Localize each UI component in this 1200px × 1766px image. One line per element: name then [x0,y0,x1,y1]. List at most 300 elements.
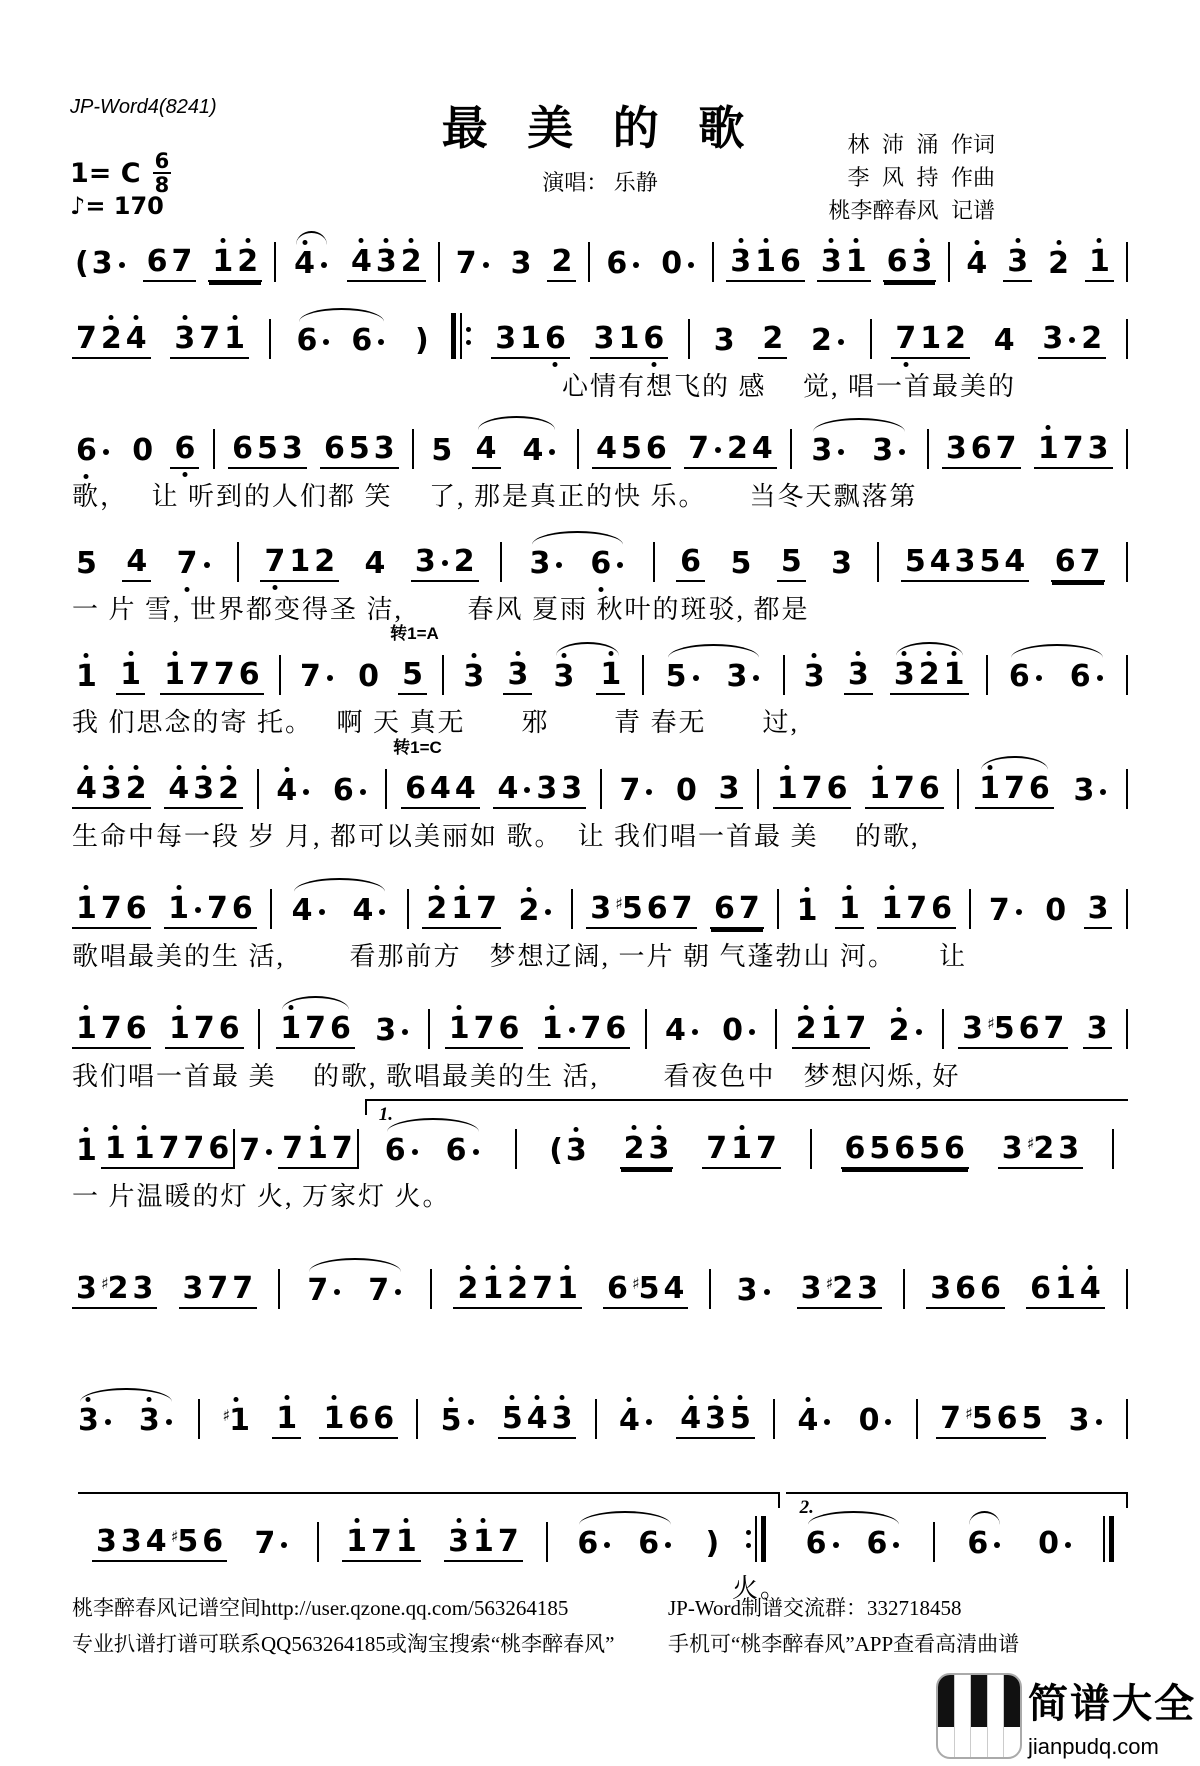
note: 3 [510,246,532,281]
note-group [170,433,199,469]
volta-bracket [365,1099,1128,1169]
note: ♯2 [825,1271,854,1306]
dotted-note-dot [327,675,333,681]
note: 2 [518,893,540,928]
note: 3 [1001,1131,1023,1166]
barline [430,1269,432,1309]
note: 2 [945,321,966,356]
note-group [1034,433,1113,469]
note: 2 [1048,246,1070,281]
note-group [573,1528,616,1562]
dotted-note-dot [1069,337,1075,343]
note: 6 [680,544,702,579]
dotted-note-dot [994,1542,1000,1548]
barline [1126,429,1128,469]
note: 4 [993,323,1015,358]
dotted-note-dot [321,262,327,268]
note: 7 [300,659,321,694]
note: 4 [351,244,372,279]
sharp-icon: ♯ [100,1274,109,1293]
note-group [936,1403,1046,1439]
note-group [116,659,145,695]
note-group [634,1528,677,1562]
dotted-note-dot [103,449,109,455]
note-group [272,775,315,809]
note-group [160,659,264,695]
note: 6 [544,321,566,356]
slur [961,1528,1008,1562]
note: 4 [522,433,544,468]
note-group [901,546,1029,582]
barline [577,429,579,469]
note: 1 [541,1011,563,1046]
note-group [364,1275,407,1309]
note-group [235,1135,278,1169]
note-group [942,433,1021,469]
note: 7 [232,1271,254,1306]
paren: ( [549,1133,563,1168]
note: ♯2 [100,1271,129,1306]
dotted-note-dot [281,1542,287,1548]
note: 2 [314,544,336,579]
note: 6 [1008,659,1030,694]
footer-qq-group: JP-Word制谱交流群：332718458 [668,1596,962,1620]
note: 1 [164,657,185,692]
note-group [715,773,744,809]
note: 4 [526,1401,548,1436]
dotted-note-dot [323,339,329,345]
note: 7 [476,891,497,926]
note-group [710,325,739,359]
barline [903,1269,905,1309]
dotted-note-dot [753,675,759,681]
slur [274,1013,357,1049]
note: 7 [845,1011,867,1046]
note: 5 [620,431,642,466]
note: 7 [940,1401,961,1436]
note-group [296,661,339,695]
note: 7 [738,891,760,926]
note: 3 [495,321,517,356]
note: 6 [76,433,97,468]
note: 1 [276,1401,298,1436]
note-group [371,1015,414,1049]
note-group [491,323,570,359]
note-group [1034,1528,1077,1562]
notation-line [72,979,1128,1049]
note-group [319,1403,398,1439]
note: 4 [168,771,190,806]
note-group [452,248,495,282]
note: 6 [174,431,196,466]
note: 1 [451,891,473,926]
note-group [592,433,671,469]
note: 5 [402,657,423,692]
dotted-note-dot [204,562,210,568]
note: 3 [132,1271,154,1306]
note-group [293,325,391,359]
slur [379,1135,487,1169]
note: 0 [722,1013,744,1048]
note: 1 [76,1011,97,1046]
note-group [547,246,576,282]
note: 3 [930,1271,952,1306]
note: 4 [596,431,617,466]
note: 1 [133,1131,155,1166]
note: 7 [497,1524,519,1559]
note: 4 [663,1271,685,1306]
note: 6 [944,1131,965,1166]
note: 7 [455,246,477,281]
note: 2 [762,321,784,356]
repeat-start [451,313,471,359]
note-group [615,775,658,809]
meter-numerator: 6 [154,149,170,173]
note-group [250,1528,293,1562]
note-group [164,893,257,929]
dotted-note-dot [693,675,699,681]
lyrics-line: 生命中每一段 岁 月, 都可以美丽如 歌。 让 我们唱一首最 美 的歌, [72,822,920,851]
note-group [844,659,873,695]
note: 1 [482,1271,504,1306]
note: 6 [643,321,665,356]
note: 4 [497,771,519,806]
note-group [422,893,501,929]
barline [986,655,988,695]
note: ♯2 [1026,1131,1055,1166]
note: 1 [323,1401,345,1436]
note: 6 [886,244,908,279]
note: 7 [988,893,1010,928]
note-group [726,548,755,582]
dotted-note-dot [412,1149,418,1155]
barline [1126,889,1128,929]
barline [500,542,502,582]
note: 3 [76,1271,97,1306]
note: 6 [1018,1011,1040,1046]
barline [653,542,655,582]
note: 5 [919,1131,941,1166]
note-group [800,661,829,695]
note: 6 [605,1011,627,1046]
note: 3 [1007,244,1029,279]
barline [877,542,879,582]
barline [588,242,590,282]
notation-line [72,212,1128,282]
sharp-icon: ♯ [987,1014,995,1033]
lyrics-line: 一 片温暖的灯 火, 万家灯 火。 [72,1182,451,1211]
note: 5 [76,546,97,581]
slur [571,1528,679,1562]
note-group [303,1275,346,1309]
note: 2 [125,771,147,806]
note: 4 [76,771,97,806]
note: 5 [1021,1401,1043,1436]
note-group [1038,323,1106,359]
note: 1 [881,891,903,926]
note-group [550,661,579,695]
note: 2 [453,544,475,579]
note: 0 [1038,1526,1060,1561]
note: 1 [755,244,776,279]
note: 2 [237,244,259,279]
barline [407,889,409,929]
slur [660,661,768,695]
note: 3 [96,1524,117,1559]
singer-line: 演唱： 乐静 [542,170,658,195]
note-group [519,435,562,469]
note: 7 [1004,771,1025,806]
dotted-note-dot [378,339,384,345]
note-group [676,546,705,582]
dotted-note-dot [715,447,721,453]
note: 6 [445,1133,467,1168]
note-group [726,246,805,282]
notation-line [72,739,1128,809]
note: 0 [358,659,379,694]
barline [783,655,785,695]
note-group [507,248,536,282]
note-group [926,1273,1005,1309]
slur [470,433,564,469]
note-group [835,893,864,929]
note: 4 [454,771,476,806]
note-group [793,895,822,929]
note: 1 [346,1524,367,1559]
note: 5 [780,544,802,579]
note-group [493,773,586,809]
note-group [676,1403,755,1439]
note-group [807,325,850,359]
note: 6 [980,1271,1001,1306]
note: 0 [1045,893,1067,928]
dotted-note-dot [885,1419,891,1425]
barline [642,655,644,695]
note: 3 [463,659,485,694]
barline [257,769,259,809]
note: 0 [132,433,154,468]
note: 1 [520,321,541,356]
dotted-note-dot [195,907,201,913]
note: 7 [254,1526,276,1561]
note: 6 [146,244,168,279]
dotted-note-dot [1065,1542,1071,1548]
note-group [143,246,197,282]
note-group [390,624,439,695]
dotted-note-dot [166,1419,172,1425]
key-change-mark: 转1=C [393,738,442,757]
note-group [877,893,956,929]
lyrics-line: 歌唱最美的生 活, 看那前方 梦想辽阔, 一片 朝 气蓬勃山 河。 让 [72,942,968,971]
tempo-marking: ♪= 170 [70,192,164,220]
note: 1 [618,321,640,356]
dotted-note-dot [646,789,652,795]
logo-text [1028,1672,1196,1760]
footer-app-note: 手机可“桃李醉春风”APP查看高清曲谱 [668,1632,1020,1656]
note: 7 [305,1011,326,1046]
slur [1003,661,1111,695]
note: 6 [955,1271,977,1306]
dotted-note-dot [646,1419,652,1425]
note-group [503,659,532,695]
footer-left [72,1590,614,1662]
volta-number: 1. [378,1104,393,1125]
note: 5 [979,544,1001,579]
note: 7 [176,546,198,581]
barline [775,1009,777,1049]
note: 7 [532,1271,553,1306]
note-group [459,661,488,695]
note: 2 [726,431,748,466]
note: 4 [1004,544,1026,579]
barline [442,655,444,695]
note: 3 [593,321,615,356]
dotted-note-dot [468,1419,474,1425]
lyrics-line: 歌， 让 听到的人们都 笑 了, 那是真正的快 乐。 当冬天飘落第 [72,482,918,511]
note: 3 [78,1403,99,1438]
notation-line [72,289,1128,359]
dotted-note-dot [1100,789,1106,795]
note: 1 [289,544,311,579]
barline [777,889,779,929]
note-group [1065,1405,1108,1439]
note: 0 [676,773,697,808]
note: 6 [844,1131,866,1166]
note: 6 [805,1526,827,1561]
note: 6 [125,891,147,926]
note: 6 [329,1011,351,1046]
note-group [164,773,243,809]
note: 6 [231,891,253,926]
note: 7 [619,773,641,808]
note-group [1069,775,1112,809]
note: 5 [730,546,752,581]
note: 3 [375,244,397,279]
note: 3 [800,1271,822,1306]
note-group [72,1273,157,1309]
note: 7 [671,891,693,926]
note: 3 [1068,1403,1090,1438]
dotted-note-dot [916,1029,922,1035]
note-group [342,1526,421,1562]
note: 5 [869,1131,891,1166]
barline [258,1009,260,1049]
final-barline [1103,1516,1114,1562]
note: 6 [405,771,426,806]
dotted-note-dot [617,562,623,568]
lyricist-credit: 林 沛 涌 作词 [847,132,995,157]
paren: ) [415,323,429,358]
note: 0 [858,1403,880,1438]
note: 6 [348,1401,370,1436]
sharp-icon: ♯ [631,1274,640,1293]
note: 3 [820,244,842,279]
barline [412,429,414,469]
note: 7 [894,771,915,806]
note-group [718,1015,761,1049]
note-group [703,1528,723,1562]
dotted-note-dot [266,1149,272,1155]
note-group [349,895,392,929]
note-group [684,433,777,469]
note: 7 [801,771,823,806]
note-group [92,1526,227,1562]
note: 3 [857,1271,879,1306]
note: 3 [811,433,833,468]
note-group [498,1403,577,1439]
note: 2 [810,323,832,358]
note: 6 [894,1131,916,1166]
note-group [590,323,669,359]
note-group [1026,1273,1105,1309]
note: 5 [501,1401,523,1436]
note: 7 [100,891,122,926]
notation-line [72,625,1128,695]
note-group [381,1135,424,1169]
note: 3 [736,1273,758,1308]
note-group [1051,546,1105,582]
note-group [865,773,944,809]
note-group [170,323,249,359]
note-group [620,1133,674,1169]
note: 3 [713,323,735,358]
note-group [890,659,969,695]
note: 6 [638,1526,660,1561]
note-group [1044,248,1073,282]
sharp-icon: ♯ [222,1406,231,1425]
note: 3 [1086,1011,1108,1046]
note: 1 [869,771,890,806]
barline [1126,542,1128,582]
note: 3 [1058,1131,1080,1166]
logo-domain: jianpudq.com [1028,1734,1159,1759]
note: 7 [213,657,235,692]
note: 6 [606,1271,628,1306]
dotted-note-dot [688,262,694,268]
note: 1 [600,657,622,692]
note-group [841,1133,969,1169]
note: 3 [1042,321,1064,356]
note: 3 [730,244,752,279]
notation-line [72,512,1128,582]
slur [548,659,628,695]
note: 2 [100,321,122,356]
note-group [538,1013,631,1049]
note-group [868,435,911,469]
note: 7 [171,244,193,279]
note: 2 [218,771,239,806]
note-group [985,895,1028,929]
barline [595,1399,597,1439]
barline [438,242,440,282]
note: 4 [619,1403,640,1438]
dotted-note-dot [1096,1419,1102,1425]
footer-contact: 专业扒谱打谱可联系QQ563264185或淘宝搜索“桃李醉春风” [72,1632,615,1656]
slur [291,325,393,359]
note-group [883,246,937,282]
note-group [173,548,216,582]
dotted-note-dot [524,787,530,793]
note: 3 [590,891,612,926]
note-group [72,323,151,359]
note: 6 [1028,771,1050,806]
note: 7 [158,1131,180,1166]
note: 7 [76,321,97,356]
note-group [586,548,629,582]
note: 1 [556,1271,578,1306]
note: 4 [276,773,298,808]
note: 3 [893,657,915,692]
